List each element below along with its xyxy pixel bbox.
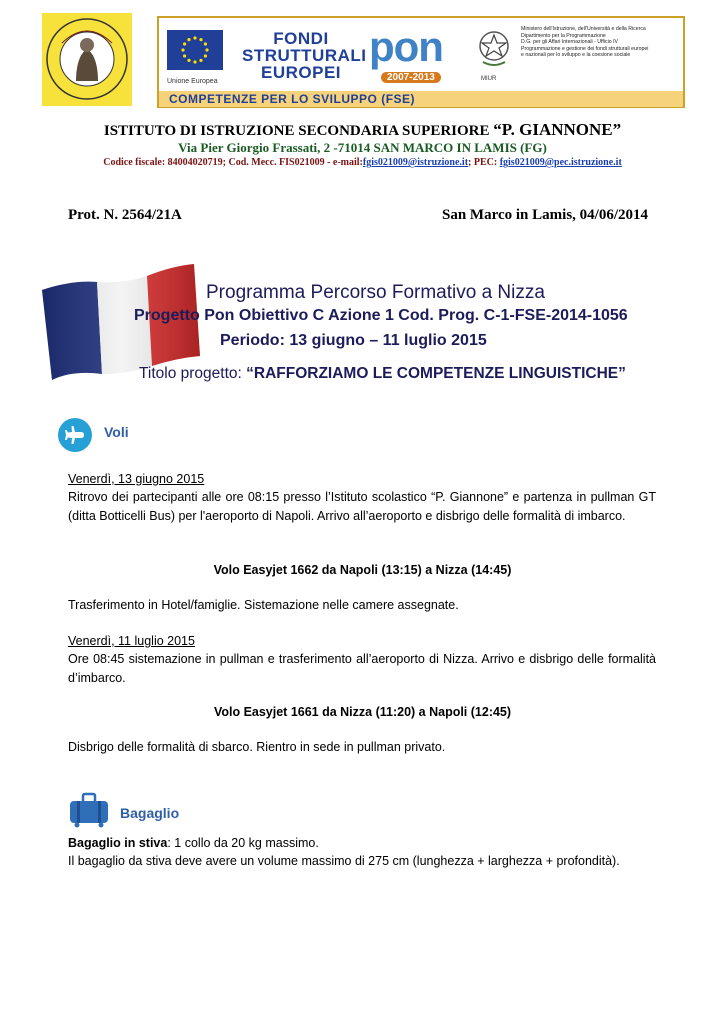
- luggage-icon: [68, 792, 110, 828]
- programme-title: Programma Percorso Formativo a Nizza: [206, 282, 545, 303]
- programme-code: Progetto Pon Obiettivo C Azione 1 Cod. Prog. C-1-FSE-2014-1056: [134, 307, 628, 324]
- transfer-paragraph: Trasferimento in Hotel/famiglie. Sistemazione nelle camere assegnate.: [68, 598, 459, 612]
- institute-name-pg: “P. GIANNONE”: [493, 120, 622, 139]
- pec-label: ; PEC:: [468, 157, 500, 168]
- institute-name: [0, 120, 725, 140]
- eu-label: Unione Europea: [167, 78, 218, 85]
- italian-emblem-icon: [477, 28, 511, 68]
- airplane-icon: [58, 418, 92, 452]
- ministry-text: [521, 26, 681, 59]
- institute-name-text: ISTITUTO DI ISTRUZIONE SECONDARIA SUPERIORE: [103, 123, 490, 139]
- protocol-number: Prot. N. 2564/21A: [68, 207, 182, 223]
- fondi-line: STRUTTURALI: [242, 46, 367, 65]
- hold-baggage-text: : 1 collo da 20 kg massimo.: [167, 836, 319, 850]
- fondi-strutturali-logo: [242, 29, 367, 82]
- programme-period: Periodo: 13 giugno – 11 luglio 2015: [220, 332, 487, 349]
- project-title-label: Titolo progetto:: [139, 365, 247, 382]
- miur-label: MIUR: [481, 76, 497, 82]
- departure-paragraph: Ritrovo dei partecipanti alle ore 08:15 presso l’Istituto scolastico “P. Giannone” e partenza in pullman GT (ditta Botticelli Bus) per l'aeroporto di Napoli. Arrivo all’aeroporto e disbrigo delle formalità di imbarco.: [68, 490, 656, 523]
- pon-years: 2007-2013: [381, 72, 441, 83]
- outbound-flight: Volo Easyjet 1662 da Napoli (13:15) a Nizza (14:45): [213, 563, 512, 577]
- return-date: Venerdì, 11 luglio 2015: [68, 634, 195, 648]
- return-flight: Volo Easyjet 1661 da Nizza (11:20) a Napoli (12:45): [213, 705, 512, 719]
- eu-flag-icon: [167, 30, 223, 70]
- pec-link[interactable]: fgis021009@pec.istruzione.it: [499, 157, 622, 168]
- return-paragraph: Ore 08:45 sistemazione in pullman e trasferimento all’aeroporto di Nizza. Arrivo e disbrigo delle formalità d’imbarco.: [68, 652, 656, 685]
- voli-heading: Voli: [104, 424, 129, 440]
- school-logo: [42, 13, 132, 106]
- banner-footer-text: COMPETENZE PER LO SVILUPPO (FSE): [169, 92, 416, 106]
- fondi-line: FONDI: [273, 29, 329, 48]
- arrival-paragraph: Disbrigo delle formalità di sbarco. Rientro in sede in pullman privato.: [68, 740, 446, 754]
- institute-codes: [0, 157, 725, 168]
- baggage-volume-line: Il bagaglio da stiva deve avere un volume massimo di 275 cm (lunghezza + larghezza + profondità).: [68, 854, 620, 868]
- fondi-line: EUROPEI: [260, 63, 342, 82]
- pon-logo: pon: [369, 23, 443, 70]
- programme-project-title: [139, 365, 626, 383]
- hold-baggage-label: Bagaglio in stiva: [68, 836, 168, 850]
- ministry-line: D.G. per gli Affari Internazionali - Ufficio IV: [521, 39, 618, 45]
- departure-date: Venerdì, 13 giugno 2015: [68, 472, 205, 486]
- ministry-line: Ministero dell'Istruzione, dell'Università e della Ricerca: [521, 26, 646, 32]
- project-title-value: “RAFFORZIAMO LE COMPETENZE LINGUISTICHE”: [246, 365, 626, 382]
- ministry-line: Programmazione e gestione dei fondi strutturali europei: [521, 45, 649, 52]
- hold-baggage-line: [68, 834, 319, 853]
- ministry-line: Dipartimento per la Programmazione: [521, 32, 606, 39]
- ministry-line: e nazionali per lo sviluppo e la coesione sociale: [521, 52, 631, 58]
- institute-address: Via Pier Giorgio Frassati, 2 -71014 SAN MARCO IN LAMIS (FG): [178, 140, 547, 155]
- banner-footer: [159, 91, 683, 107]
- email-link[interactable]: fgis021009@istruzione.it: [362, 157, 469, 168]
- codes-prefix: Codice fiscale: 84004020719; Cod. Mecc. FIS021009 - e-mail:: [103, 157, 363, 168]
- pon-banner: [157, 16, 685, 108]
- place-date: San Marco in Lamis, 04/06/2014: [442, 207, 648, 223]
- bagaglio-heading: Bagaglio: [120, 805, 180, 821]
